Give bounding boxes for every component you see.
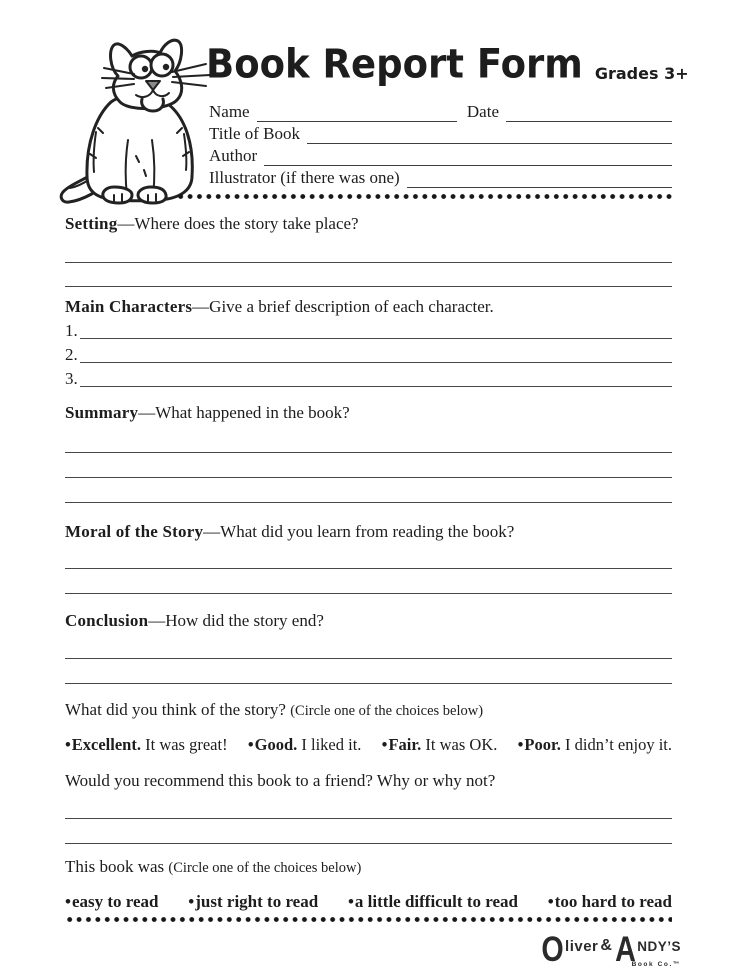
summary-heading — [65, 402, 672, 423]
setting-heading — [65, 213, 672, 234]
bullet-icon: • — [547, 892, 554, 911]
ampersand-icon: & — [600, 937, 612, 954]
bullet-icon: • — [381, 735, 388, 754]
conclusion-line-1[interactable] — [65, 631, 672, 659]
opinion-choice-poor[interactable] — [518, 735, 672, 755]
difficulty-choice-just-right[interactable] — [188, 892, 318, 912]
summary-prompt: —What happened in the book? — [138, 403, 350, 422]
difficulty-choice-easy[interactable] — [65, 892, 159, 912]
header-fields — [209, 100, 672, 188]
grades-label: Grades 3+ — [594, 64, 689, 83]
logo-text-ndys: NDY’S — [637, 939, 681, 954]
difficulty-choice-little-difficult[interactable] — [348, 892, 518, 912]
recommend-question: Would you recommend this book to a friend? Why or why not? — [65, 771, 496, 790]
opinion-choice-label: Poor. — [524, 735, 561, 754]
setting-prompt: —Where does the story take place? — [117, 214, 359, 233]
title-block — [206, 40, 689, 87]
character-row-1 — [65, 317, 672, 341]
character-line-2[interactable] — [80, 362, 672, 363]
author-field-line[interactable] — [264, 147, 672, 166]
characters-term: Main Characters — [65, 297, 193, 316]
conclusion-heading — [65, 610, 672, 631]
logo-letter-o: O — [541, 930, 563, 969]
moral-prompt: —What did you learn from reading the book? — [203, 522, 515, 541]
form-body — [65, 206, 681, 969]
character-line-1[interactable] — [80, 338, 672, 339]
opinion-choice-desc: I didn’t enjoy it. — [560, 735, 672, 754]
summary-line-1[interactable] — [65, 423, 672, 453]
cat-drawing-svg — [56, 36, 218, 206]
date-field-line[interactable] — [506, 103, 672, 122]
opinion-choice-fair[interactable] — [382, 735, 498, 755]
character-number-3: 3. — [65, 369, 78, 388]
opinion-question-text: What did you think of the story? — [65, 700, 291, 719]
bullet-icon: • — [517, 735, 524, 754]
opinion-hint: (Circle one of the choices below) — [290, 703, 484, 719]
difficulty-choice-too-hard[interactable] — [548, 892, 672, 912]
difficulty-choice-label: a little difficult to read — [354, 892, 518, 911]
recommend-line-1[interactable] — [65, 791, 672, 819]
bullet-icon: • — [247, 735, 254, 754]
opinion-choice-desc: I liked it. — [297, 735, 362, 754]
illustrator-row — [209, 166, 672, 188]
form-header — [0, 0, 736, 206]
name-field-line[interactable] — [257, 103, 457, 122]
bullet-icon: • — [347, 892, 354, 911]
opinion-choice-desc: It was great! — [140, 735, 228, 754]
logo-subtext: Book Co.™ — [631, 960, 681, 968]
page-title: Book Report Form — [206, 40, 583, 87]
recommend-line-2[interactable] — [65, 819, 672, 844]
cat-illustration — [56, 36, 218, 206]
logo-text-liver: liver — [565, 938, 599, 955]
difficulty-choice-label: too hard to read — [554, 892, 672, 911]
date-label: Date — [466, 102, 499, 121]
opinion-choice-excellent[interactable] — [65, 735, 228, 755]
opinion-choice-label: Good. — [254, 735, 298, 754]
opinion-choice-label: Excellent. — [71, 735, 141, 754]
conclusion-line-2[interactable] — [65, 659, 672, 684]
difficulty-choice-label: just right to read — [195, 892, 319, 911]
difficulty-question — [65, 856, 672, 879]
setting-term: Setting — [65, 214, 118, 233]
illustrator-field-line[interactable] — [407, 169, 672, 188]
dotted-divider-top — [176, 193, 672, 200]
conclusion-term: Conclusion — [65, 611, 149, 630]
moral-heading — [65, 521, 672, 542]
difficulty-choices-row — [65, 892, 672, 912]
bullet-icon: • — [188, 892, 195, 911]
moral-line-2[interactable] — [65, 569, 672, 594]
opinion-choice-desc: It was OK. — [421, 735, 498, 754]
summary-line-3[interactable] — [65, 478, 672, 503]
publisher-logo — [539, 932, 681, 967]
character-number-1: 1. — [65, 321, 78, 340]
opinion-choice-good[interactable] — [248, 735, 362, 755]
setting-line-2[interactable] — [65, 263, 672, 287]
setting-line-1[interactable] — [65, 234, 672, 263]
character-row-3 — [65, 365, 672, 389]
bullet-icon: • — [65, 735, 71, 754]
book-title-row — [209, 122, 672, 144]
author-label: Author — [209, 146, 258, 165]
difficulty-question-text: This book was — [65, 857, 169, 876]
character-line-3[interactable] — [80, 386, 672, 387]
opinion-question — [65, 699, 672, 722]
author-row — [209, 144, 672, 166]
book-title-field-line[interactable] — [307, 125, 672, 144]
moral-line-1[interactable] — [65, 542, 672, 569]
bullet-icon: • — [65, 892, 71, 911]
character-row-2 — [65, 341, 672, 365]
dotted-divider-bottom — [65, 916, 672, 923]
opinion-choices-row — [65, 735, 672, 755]
opinion-choice-label: Fair. — [388, 735, 422, 754]
book-title-label: Title of Book — [209, 124, 301, 143]
summary-line-2[interactable] — [65, 453, 672, 478]
characters-prompt: —Give a brief description of each character. — [192, 297, 494, 316]
name-date-row — [209, 100, 672, 122]
illustrator-label: Illustrator (if there was one) — [209, 168, 400, 187]
character-number-2: 2. — [65, 345, 78, 364]
difficulty-hint: (Circle one of the choices below) — [168, 860, 362, 876]
moral-term: Moral of the Story — [65, 522, 204, 541]
summary-term: Summary — [65, 403, 139, 422]
difficulty-choice-label: easy to read — [71, 892, 159, 911]
conclusion-prompt: —How did the story end? — [148, 611, 324, 630]
characters-heading — [65, 296, 672, 317]
name-label: Name — [209, 102, 250, 121]
logo-letter-a: A — [615, 930, 636, 969]
